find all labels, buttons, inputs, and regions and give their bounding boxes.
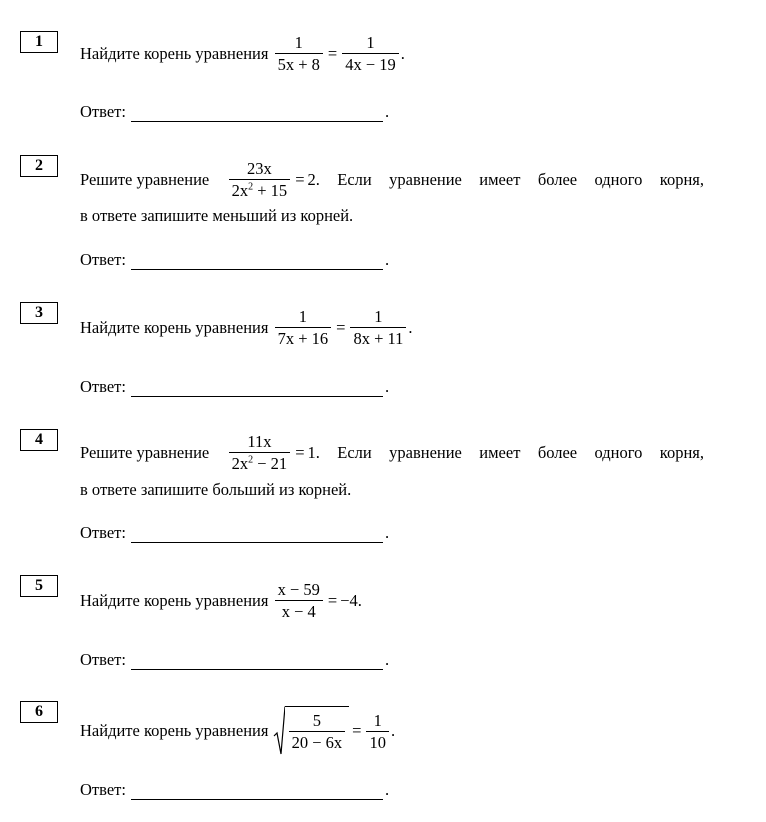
- answer-row: Ответ: .: [80, 523, 390, 542]
- tail-word: более: [537, 169, 578, 189]
- answer-label: Ответ:: [80, 250, 126, 269]
- task-text: Найдите корень уравнения: [80, 317, 269, 337]
- tail-word: уравнение: [389, 169, 462, 189]
- task-statement: Решите уравнение $\frac{23x}{2x^2 + 15}$ = 2 . Если уравнение имеет более одного корня,: [80, 159, 704, 200]
- equation-rhs: 1: [307, 442, 316, 462]
- numerator: 1: [373, 710, 382, 730]
- tail-word: более: [537, 442, 578, 462]
- answer-row: Ответ: .: [80, 780, 390, 799]
- answer-label: Ответ:: [80, 377, 126, 396]
- task-text: Решите уравнение: [80, 169, 210, 189]
- answer-blank[interactable]: [131, 253, 383, 270]
- answer-row: Ответ: .: [80, 250, 390, 269]
- denominator: $2x^2 + 15$: [231, 181, 288, 200]
- equation-rhs: 2: [307, 169, 316, 189]
- equation-fraction: [229, 158, 291, 201]
- numerator: 1: [366, 33, 375, 52]
- denominator: 5x + 8: [277, 55, 320, 74]
- task-statement: Найдите корень уравнения $\frac{1}{7x + 16}$ = $\frac{1}{8x + 11}$ .: [80, 307, 413, 348]
- task-number: 5: [20, 575, 58, 597]
- task-number: 3: [20, 302, 58, 324]
- denominator: x − 4: [281, 602, 316, 621]
- answer-row: Ответ: .: [80, 650, 390, 669]
- tail-word: уравнение: [389, 442, 462, 462]
- equation-fraction: [229, 431, 291, 474]
- task-number: 4: [20, 429, 58, 451]
- equation-rhs-fraction: [366, 710, 389, 753]
- task-statement: Найдите корень уравнения $\frac{x - 59}{x - 4}$ = −4 .: [80, 580, 362, 621]
- equation-lhs-fraction: [275, 306, 332, 349]
- answer-blank[interactable]: [131, 105, 383, 122]
- task-statement: Найдите корень уравнения $\frac{1}{5x + 8}$ = $\frac{1}{4x - 19}$ .: [80, 33, 405, 74]
- numerator: 23x: [247, 159, 272, 178]
- numerator: 1: [298, 307, 307, 326]
- tail-word: корня,: [659, 442, 704, 462]
- numerator: 1: [374, 307, 383, 326]
- numerator: 11x: [247, 432, 272, 451]
- denominator: 20 − 6x: [291, 733, 343, 752]
- tail-word: корня,: [659, 169, 704, 189]
- denominator: 10: [369, 732, 386, 752]
- tail-word: Если: [337, 169, 372, 189]
- answer-blank[interactable]: [131, 783, 383, 800]
- task-statement: Найдите корень уравнения $\frac{5}{20 - 6x}$ = $\frac{1}{10}$ .: [80, 706, 395, 756]
- task-number: 6: [20, 701, 58, 723]
- equation-rhs-fraction: [342, 32, 399, 75]
- task-text: Решите уравнение: [80, 442, 210, 462]
- equation-rhs: −4: [340, 590, 358, 610]
- answer-blank[interactable]: [131, 380, 383, 397]
- answer-label: Ответ:: [80, 780, 126, 799]
- answer-row: Ответ: .: [80, 102, 390, 121]
- equation-fraction: [275, 579, 323, 622]
- task-text-line2: в ответе запишите больший из корней.: [80, 480, 352, 499]
- tail-word: имеет: [479, 169, 521, 189]
- answer-row: Ответ: .: [80, 377, 390, 396]
- tail-word: Если: [337, 442, 372, 462]
- task-text-line2: в ответе запишите меньший из корней.: [80, 206, 354, 225]
- answer-blank[interactable]: [131, 526, 383, 543]
- answer-label: Ответ:: [80, 650, 126, 669]
- equation-rhs-fraction: [350, 306, 406, 349]
- task-number: 1: [20, 31, 58, 53]
- tail-word: имеет: [479, 442, 521, 462]
- task-text: Найдите корень уравнения: [80, 43, 269, 63]
- task-statement: Решите уравнение $\frac{11x}{2x^2 - 21}$ = 1 . Если уравнение имеет более одного корня,: [80, 432, 704, 473]
- tail-word: одного: [594, 169, 643, 189]
- equation-lhs-fraction: [275, 32, 323, 75]
- numerator: x − 59: [277, 580, 320, 599]
- denominator: $2x^2 - 21$: [231, 454, 288, 473]
- answer-blank[interactable]: [131, 653, 383, 670]
- radical-sign-icon: [273, 706, 285, 756]
- tail-word: одного: [594, 442, 643, 462]
- denominator: 8x + 11: [353, 329, 404, 348]
- square-root: [273, 706, 350, 756]
- task-number: 2: [20, 155, 58, 177]
- answer-label: Ответ:: [80, 523, 126, 542]
- answer-label: Ответ:: [80, 102, 126, 121]
- numerator: 5: [312, 711, 321, 730]
- task-text: Найдите корень уравнения: [80, 590, 269, 610]
- task-text: Найдите корень уравнения: [80, 721, 269, 740]
- denominator: 4x − 19: [345, 55, 396, 74]
- radicand-fraction: [289, 710, 346, 753]
- numerator: 1: [294, 33, 303, 52]
- denominator: 7x + 16: [277, 329, 329, 348]
